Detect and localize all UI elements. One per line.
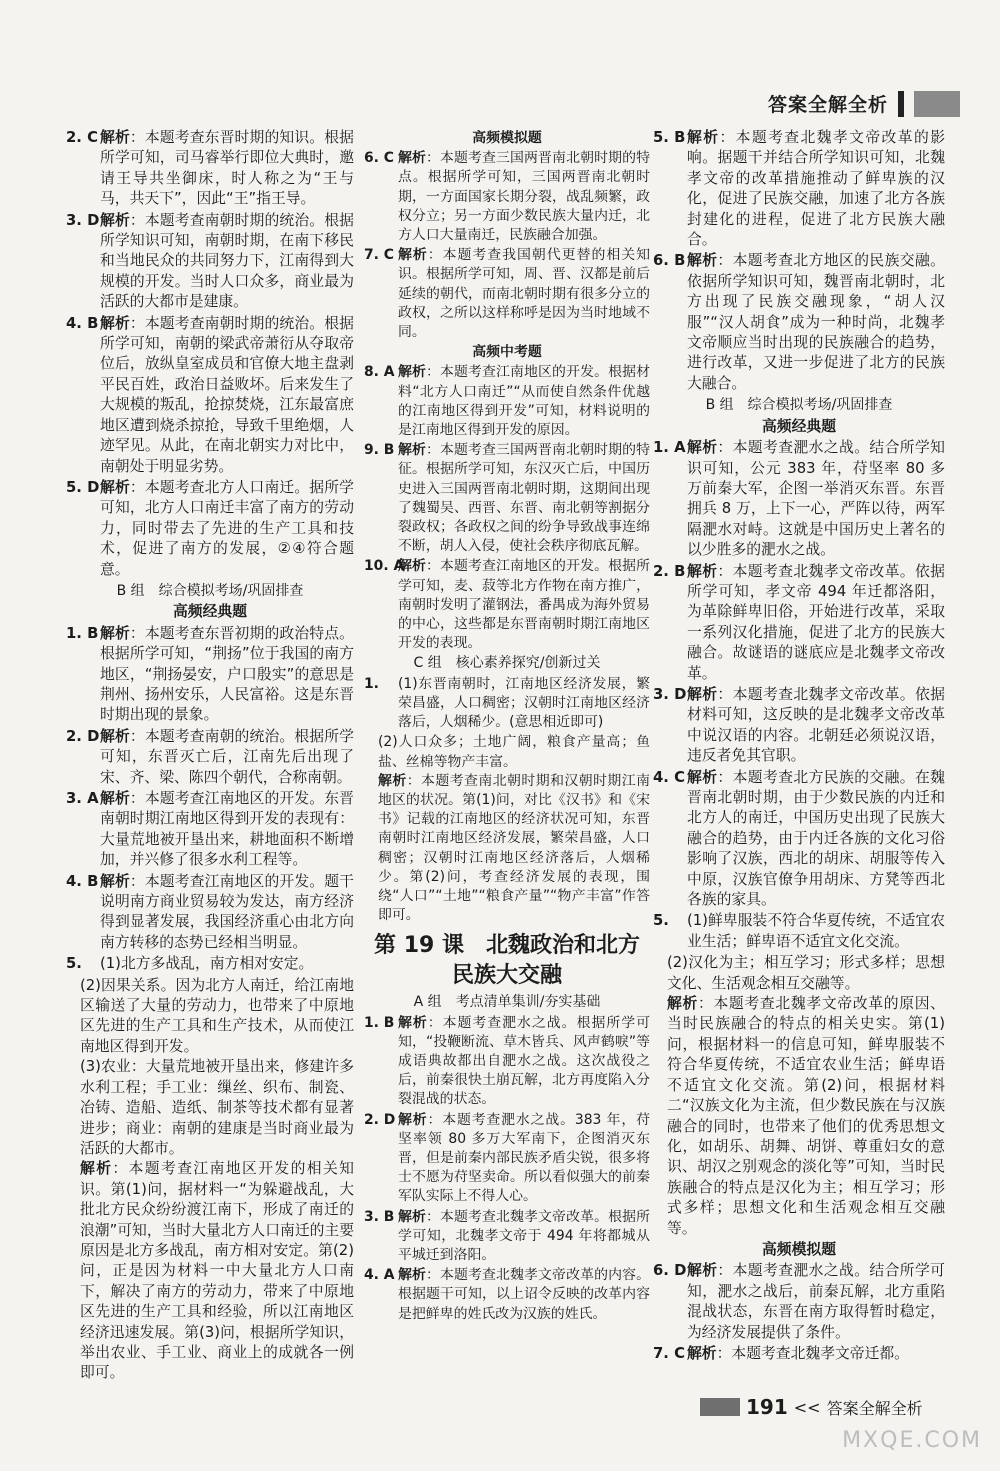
answer-item [364,1014,650,1110]
group-heading: B 组 综合模拟考场/巩固排查 [705,397,893,414]
answer-body [687,685,945,767]
analysis-label: 解析 [100,129,130,146]
answer-item [653,768,945,911]
answer-body [398,1111,650,1207]
footer-chevrons: << [793,1397,821,1417]
answer-text: ：本题考查北魏孝文帝迁都。 [716,1344,909,1362]
answer-number: 2. D [66,727,100,745]
watermark: MXQE.COM [842,1428,982,1453]
answer-text: ：本题考查南朝时期的统治。根据所学可知，南朝的梁武帝萧衍从夺取帝位后，放纵皇室成员和官僚大地主盘剥平民百姓，政治日益败坏。后来发生了大规模的叛乱，抢掠焚烧，江东最富庶地区遭到烧杀掠抢，导致千里绝烟，人迹罕见。从此，在南北朝实力对比中，南朝处于明显劣势。 [100,314,354,475]
answer-number: 7. C [364,247,394,264]
answer-item [364,246,650,342]
answer-body [398,1266,650,1324]
section-subheading: 高频经典题 [173,603,247,621]
lesson-title: 第 19 课 北魏政治和北方民族大交融 [374,933,640,989]
section-subheading: 高频中考题 [472,344,542,361]
answer-item [66,478,354,580]
answer-number: 2. C [66,129,98,146]
answer-item [364,675,650,733]
answer-item [364,1111,650,1207]
analysis-label: 解析 [398,247,428,264]
footer-title: 答案全解全析 [826,1398,923,1418]
answer-paragraph: (3)农业：大量荒地被开垦出来，修建许多水利工程；手工业：缫丝、织布、制瓷、冶铸、造船、造纸、制茶等技术都有显著进步；商业：南朝的建康是当时商业最为活跃的大都市。 [80,1058,354,1157]
answer-item [66,789,354,871]
answer-number: 3. D [653,685,687,703]
group-heading: C 组 核心素养探究/创新过关 [413,655,601,672]
analysis-label: 解析 [687,768,718,786]
answer-number: 2. D [364,1111,396,1128]
answer-text: ：本题考查东晋初期的政治特点。根据所学可知，“荆扬”位于我国的南方地区，“荆扬晏安，户口殷实”的意思是荆州、扬州安乐，人民富裕。这是东晋时期出现的景象。 [100,624,354,724]
footer-block [700,1398,740,1416]
answer-body [398,149,650,245]
answer-text: ：本题考查北方民族的交融。在魏晋南北朝时期，由于少数民族的内迁和北方人的南迁，中国历史出现了民族大融合的趋势，由于内迁各族的文化习俗影响了汉族，西北的胡床、胡服等传入中原，汉族官僚争用胡床、方凳等西北各族的家具。 [687,768,945,909]
analysis-label: 解析 [687,129,720,146]
answer-body [100,478,354,580]
answer-text: (1)鲜卑服装不符合华夏传统，不适宜农业生活；鲜卑语不适宜文化交流。 [687,912,945,950]
header-bar [898,91,904,117]
answer-text: ：本题考查北方地区的民族交融。依据所学知识可知，魏晋南北朝时，北方出现了民族交融现象，“胡人汉服”“汉人胡食”成为一种时尚，北魏孝文帝顺应当时出现的民族融合的趋势，进行改革，又进一步促进了北方的民族大融合。 [687,252,945,392]
answer-body [687,1261,945,1343]
answer-item [653,911,945,952]
answer-item [66,727,354,788]
analysis-label: 解析 [687,439,718,457]
answer-number: 10. A [364,558,405,575]
answer-body [687,911,945,952]
answer-number: 5. [653,912,669,930]
answer-text: ：本题考查淝水之战。结合所学知识可知，公元 383 年，苻坚率 80 多万前秦大军，企图一举消灭东晋。东晋拥兵 8 万，上下一心，严阵以待，两军隔淝水对峙。这就是中国历史上著名的以少胜多的淝水之战。 [687,439,945,559]
answer-body [398,1208,650,1266]
analysis-label: 解析 [398,364,427,381]
answer-text: ：本题考查江南地区的开发。东晋南朝时期江南地区得到开发的表现有：大量荒地被开垦出来，耕地面积不断增加，并兴修了很多水利工程等。 [100,790,354,869]
analysis-label: 解析 [687,252,718,270]
analysis-label: 解析 [687,562,718,580]
answer-number: 4. C [653,768,685,786]
answer-number: 8. A [364,364,395,381]
analysis-label: 解析 [378,772,407,789]
answer-item [364,1208,650,1266]
answer-body [398,246,650,342]
analysis-label: 解析 [80,1160,113,1178]
answer-item [66,314,354,477]
answer-item [364,363,650,440]
answer-text: ：本题考查北魏孝文帝改革。依据材料可知，这反映的是北魏孝文帝改革中说汉语的内容。北朝廷必须说汉语，违反者免其官职。 [687,685,945,765]
analysis-label: 解析 [398,1111,428,1128]
answer-body [100,727,354,788]
answer-paragraph: (2)人口众多；土地广阔，粮食产量高；鱼盐、丝棉等物产丰富。 [378,734,650,770]
analysis-label: 解析 [100,624,130,642]
answer-number: 6. B [653,252,686,270]
answer-item [653,685,945,767]
analysis-label: 解析 [687,685,718,703]
answer-number: 5. [66,955,82,973]
answer-text: ：本题考查南朝时期的统治。根据所学知识可知，南朝时期，在南下移民和当地民众的共同努力下，江南得到大规模的开发。当时人口众多，商业最为活跃的大都市是建康。 [100,211,354,311]
page-footer [700,1395,923,1419]
answer-body [687,562,945,684]
answer-number: 4. A [364,1267,395,1284]
analysis-paragraph [66,1159,354,1383]
answer-text: ：本题考查北方人口南迁。据所学可知，北方人口南迁丰富了南方的劳动力，同时带去了先进的生产工具和技术，促进了南方的发展，②④符合题意。 [100,478,354,578]
answer-body [398,675,650,733]
page-header [768,90,960,117]
analysis-label: 解析 [398,1208,427,1225]
answer-number: 6. C [364,150,394,167]
analysis-label: 解析 [398,442,427,459]
group-heading: B 组 综合模拟考场/巩固排查 [116,582,304,599]
answer-number: 2. B [653,562,686,580]
answer-body [100,211,354,313]
answer-item [364,441,650,556]
answer-body [398,363,650,440]
answer-text: ：本题考查北魏孝文帝改革的内容。根据题干可知，以上诏令反映的改革内容是把鲜卑的姓氏改为汉族的姓氏。 [398,1267,650,1322]
analysis-label: 解析 [398,558,427,575]
answer-number: 4. B [66,314,99,332]
answer-body [398,557,650,653]
answer-text: ：本题考查北魏孝文帝改革。根据所学可知，北魏孝文帝于 494 年将都城从平城迁到洛阳。 [398,1208,650,1263]
answer-item [66,128,354,210]
answer-item [653,438,945,560]
analysis-label: 解析 [398,150,427,167]
header-block [914,91,960,117]
answer-text: ：本题考查南朝的统治。根据所学可知，东晋灭亡后，江南先后出现了宋、齐、梁、陈四个朝代，合称南朝。 [100,727,354,786]
answer-body [100,128,354,210]
column-3 [653,128,945,1365]
answer-body [687,128,945,250]
answer-paragraph: (2)汉化为主；相互学习；形式多样；思想文化、生活观念相互交融等。 [667,954,945,992]
answer-body [687,768,945,911]
answer-number: 1. A [653,439,686,457]
answer-text: ：本题考查三国两晋南北朝时期的特点。根据所学可知，三国两晋南北朝时期，一方面国家长期分裂，战乱频繁，政权分立；另一方面少数民族大量内迁，北方人口大量南迁，民族融合加强。 [398,150,650,244]
answer-paragraph: (2)因果关系。因为北方人南迁，给江南地区输送了大量的劳动力，也带来了中原地区先进的生产工具和生产技术，从而使江南地区得到开发。 [80,976,354,1055]
answer-body [100,954,354,974]
analysis-paragraph [364,772,650,926]
answer-text: ：本题考查淝水之战。383 年，苻坚率领 80 多万大军南下，企图消灭东晋，但是前秦内部民族矛盾尖锐，很多将士不愿为苻坚卖命。所以看似强大的前秦军队实际上不得人心。 [398,1111,650,1205]
analysis-label: 解析 [667,995,698,1013]
answer-number: 3. B [364,1208,395,1225]
analysis-label: 解析 [100,727,130,745]
answer-body [100,789,354,871]
analysis-label: 解析 [100,872,130,890]
answer-text: ：本题考查我国朝代更替的相关知识。根据所学可知，周、晋、汉都是前后延续的朝代，而南北朝时期有很多分立的政权，之所以这样称呼是因为当时地域不同。 [398,247,650,341]
answer-text: (1)北方多战乱，南方相对安定。 [100,955,314,973]
answer-body [100,872,354,954]
answer-text: ：本题考查三国两晋南北朝时期的特征。根据所学可知，东汉灭亡后，中国历史进入三国两晋南北朝时期，这期间出现了魏蜀吴、西晋、东晋、南北朝等割据分裂政权；各政权之间的纷争导致战事连绵不断，胡人入侵，使社会秩序彻底瓦解。 [398,442,650,555]
answer-item [66,872,354,954]
answer-item [66,954,354,974]
analysis-text: ：本题考查北魏孝文帝改革的原因、当时民族融合的特点的相关史实。第(1)问，根据材料一的信息可知，鲜卑服装不符合华夏传统，不适宜农业生活；鲜卑语不适宜文化交流。第(2)问，根据材料二“汉族文化为主流，但少数民族在与汉族融合的同时，也带来了他们的优秀思想文化，如胡乐、胡舞、胡饼、尊重妇女的意识、胡汉之别观念的淡化等”可知，当时民族融合的特点是汉化为主；相互学习；形式多样；思想文化和生活观念相互交融等。 [667,995,945,1237]
answer-item [364,1266,650,1324]
answer-text: ：本题考查江南地区的开发。根据材料“北方人口南迁”“从而使自然条件优越的江南地区得到开发”可知，材料说明的是江南地区得到开发的原因。 [398,364,650,439]
answer-text: ：本题考查淝水之战。结合所学可知，淝水之战后，前秦瓦解，北方重陷混战状态，东晋在南方取得暂时稳定，为经济发展提供了条件。 [687,1262,945,1341]
answer-text: ：本题考查江南地区的开发。题干说明南方商业贸易较为发达，南方经济得到显著发展，我国经济重心由北方向南方转移的态势已经相当明显。 [100,872,354,951]
group-heading: A 组 考点清单集训/夯实基础 [413,994,601,1011]
answer-body [687,438,945,560]
analysis-paragraph [653,994,945,1239]
answer-item [364,557,650,653]
answer-body [100,314,354,477]
answer-item [653,1261,945,1343]
answer-text: ：本题考查北魏孝文帝改革。依据所学可知，孝文帝 494 年迁都洛阳，为革除鲜卑旧俗，开始进行改革，采取一系列汉化措施，促进了北方的民族大融合。故谜语的谜底应是北魏孝文帝改革。 [687,562,945,682]
analysis-label: 解析 [398,1014,428,1031]
column-2 [364,128,650,1325]
page-number: 191 [746,1395,788,1419]
header-title: 答案全解全析 [767,94,888,116]
column-1 [66,128,354,1384]
answer-number: 1. B [364,1014,395,1031]
analysis-label: 解析 [687,1344,717,1362]
answer-number: 5. D [66,478,100,496]
answer-number: 6. D [653,1262,687,1280]
analysis-label: 解析 [100,211,130,229]
analysis-text: ：本题考查南北朝时期和汉朝时期江南地区的状况。第(1)问，对比《汉书》和《宋书》记载的江南地区的经济状况可知，东晋南朝时江南地区经济发展，繁荣昌盛，人口稠密；汉朝时江南地区经济落后，人烟稀少。第(2)问，考查经济发展的表现，围绕“人口”“土地”“粮食产量”“物产丰富”作答即可。 [378,772,650,924]
section-subheading: 高频经典题 [762,417,836,435]
answer-item [364,149,650,245]
answer-number: 1. [364,675,379,692]
answer-text: ：本题考查江南地区的开发。根据所学可知，麦、菽等北方作物在南方推广，南朝时发明了灌钢法，番禺成为海外贸易的中心，这些都是东晋南朝时期江南地区开发的表现。 [398,558,650,652]
answer-item [653,562,945,684]
answer-number: 5. B [653,129,686,146]
answer-number: 7. C [653,1344,685,1362]
answer-text: ：本题考查淝水之战。根据所学可知，“投鞭断流、草木皆兵、风声鹤唳”等成语典故都出自淝水之战。这次战役之后，前秦很快土崩瓦解，北方再度陷入分裂混战的状态。 [398,1014,650,1108]
analysis-label: 解析 [398,1267,427,1284]
answer-text: (1)东晋南朝时，江南地区经济发展，繁荣昌盛，人口稠密；汉朝时江南地区经济落后，人烟稀少。(意思相近即可) [398,675,650,731]
answer-number: 3. D [66,211,100,229]
answer-body [398,1014,650,1110]
analysis-label: 解析 [100,790,130,807]
analysis-label: 解析 [100,314,130,332]
analysis-text: ：本题考查江南地区开发的相关知识。第(1)问，据材料一“为躲避战乱，大批北方民众纷纷渡江南下，形成了南迁的浪潮”可知，当时大量北方人口南迁的主要原因是北方多战乱，南方相对安定。第(2)问，正是因为材料一中大量北方人口南下，解决了南方的劳动力，带来了中原地区先进的生产工具和经验，所以江南地区经济迅速发展。第(3)问，根据所学知识，举出农业、手工业、商业上的成就各一例即可。 [80,1160,355,1382]
answer-number: 9. B [364,442,395,459]
answer-body [100,624,354,726]
answer-item [653,1344,945,1364]
answer-item [66,211,354,313]
answer-item [66,624,354,726]
answer-item [653,251,945,394]
answer-number: 3. A [66,790,99,807]
answer-body [398,441,650,556]
answer-body [687,1344,945,1364]
answer-text: ：本题考查北魏孝文帝改革的影响。据题干并结合所学知识可知，北魏孝文帝的改革措施推动了鲜卑族的汉化，促进了民族交融，加速了北方各族封建化的进程，促进了北方民族大融合。 [687,129,945,249]
answer-item [653,128,945,250]
answer-body [687,251,945,394]
section-subheading: 高频模拟题 [762,1240,836,1258]
answer-number: 1. B [66,624,99,642]
analysis-label: 解析 [687,1262,718,1280]
analysis-label: 解析 [100,478,130,496]
section-subheading: 高频模拟题 [472,130,542,146]
answer-number: 4. B [66,872,99,890]
answer-text: ：本题考查东晋时期的知识。根据所学可知，司马睿举行即位大典时，邀请王导共坐御床，时人称之为“王与马，共天下”，因此“王”指王导。 [100,129,354,208]
